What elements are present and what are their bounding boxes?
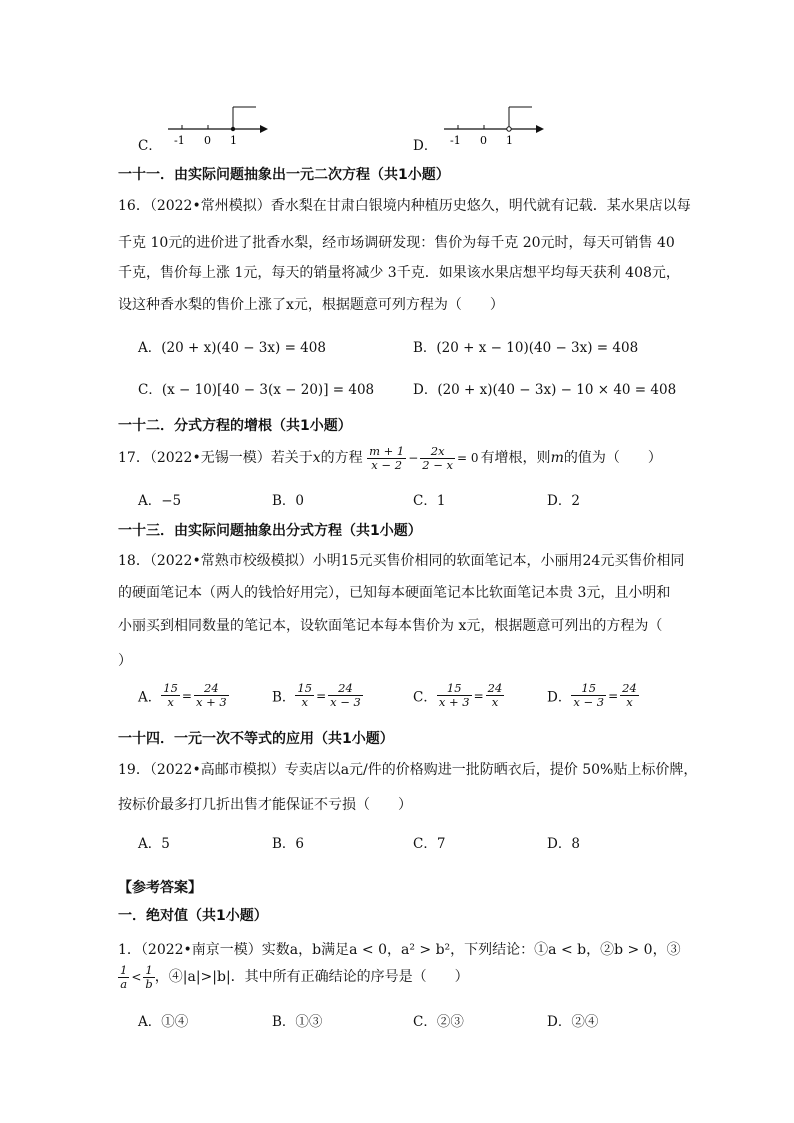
answers-heading: 【参考答案】 <box>118 880 202 896</box>
number-line-d <box>436 100 551 150</box>
tick-label: 1 <box>230 134 237 147</box>
option-d: D．(20 + x)(40 − 3x) − 10 × 40 = 408 <box>413 382 677 398</box>
option-b: B． $\frac{15}{x}$ = $\frac{24}{x - 3}$ <box>272 681 361 709</box>
option-c: C．②③ <box>413 1014 464 1030</box>
option-a: A．①④ <box>138 1014 189 1030</box>
question-text: 18．（2022•常熟市校级模拟）小明15元买售价相同的软面笔记本，小丽用24元买售价相同 <box>118 553 685 569</box>
question-text: ） <box>118 653 132 669</box>
option-a: A．5 <box>138 836 170 852</box>
minus-sign: − <box>408 451 419 465</box>
fraction: $\frac{1}{a}$ <box>120 962 128 991</box>
option-a: A．(20 + x)(40 − 3x) = 408 <box>138 340 326 356</box>
option-c-label: C． <box>138 138 162 154</box>
option-d: D．2 <box>547 493 580 509</box>
variable: x <box>312 450 321 466</box>
question-text: 19．（2022•高邮市模拟）专卖店以a元/件的价格购进一批防晒衣后，提价 50%贴上标价牌， <box>118 762 698 778</box>
question-text: 的硬面笔记本（两人的钱恰好用完），已知每本硬面笔记本比软面笔记本贵 3元，且小明和 <box>118 585 671 601</box>
option-b: B．0 <box>272 493 305 509</box>
tick-label: 1 <box>506 134 513 147</box>
question-17 <box>118 443 662 473</box>
question-text: 的方程 <box>320 450 363 466</box>
question-1-line2 <box>118 962 469 992</box>
option-a: A．−5 <box>138 493 182 509</box>
question-text: 小丽买到相同数量的笔记本，设软面笔记本每本售价为 x元，根据题意可列出的方程为（ <box>118 618 663 634</box>
less-than-sign: < <box>131 970 142 984</box>
option-c: C．7 <box>413 836 446 852</box>
question-text: 设这种香水梨的售价上涨了x元，根据题意可列方程为（ ） <box>118 297 504 313</box>
section-heading: 一十四．一元一次不等式的应用（共1小题） <box>118 731 394 747</box>
section-heading: 一十二．分式方程的增根（共1小题） <box>118 418 352 434</box>
question-text: 16．（2022•常州模拟）香水梨在甘肃白银境内种植历史悠久，明代就有记载．某水果店以每 <box>118 198 691 214</box>
option-d: D．②④ <box>547 1014 599 1030</box>
question-text: 的值为（ ） <box>563 450 662 466</box>
option-d: D． $\frac{15}{x - 3}$ = $\frac{24}{x}$ <box>547 681 637 709</box>
section-heading: 一十一．由实际问题抽象出一元二次方程（共1小题） <box>118 167 450 183</box>
fraction: $\frac{2x}{2 - x}$ <box>422 443 454 472</box>
fraction: $\frac{1}{b}$ <box>145 962 153 991</box>
question-text: 17．（2022•无锡一模）若关于 <box>118 450 313 466</box>
option-c: C． $\frac{15}{x + 3}$ = $\frac{24}{x}$ <box>413 681 503 709</box>
tick-label: 0 <box>204 134 211 147</box>
option-b: B．6 <box>272 836 305 852</box>
tick-label: -1 <box>450 134 461 147</box>
fraction: $\frac{m + 1}{x - 2}$ <box>369 443 405 472</box>
section-heading: 一．绝对值（共1小题） <box>118 908 268 924</box>
number-line-c <box>160 100 275 150</box>
option-d-label: D． <box>413 138 438 154</box>
question-text: 千克 10元的进价进了批香水梨，经市场调研发现：售价为每千克 20元时，每天可销售 40 <box>118 235 675 251</box>
option-a: A． $\frac{15}{x}$ = $\frac{24}{x + 3}$ <box>138 681 227 709</box>
question-text: 有增根，则 <box>480 450 551 466</box>
option-c: C．(x − 10)[40 − 3(x − 20)] = 408 <box>138 382 375 398</box>
question-text: ，④|a|>|b|．其中所有正确结论的序号是（ ） <box>154 969 469 985</box>
tick-label: -1 <box>174 134 185 147</box>
option-b: B．(20 + x − 10)(40 − 3x) = 408 <box>413 340 639 356</box>
question-text: 按标价最多打几折出售才能保证不亏损（ ） <box>118 797 412 813</box>
option-d: D．8 <box>547 836 580 852</box>
equals-zero: = 0 <box>457 451 479 465</box>
option-c: C．1 <box>413 493 446 509</box>
option-b: B．①③ <box>272 1014 323 1030</box>
question-text: 千克，售价每上涨 1元，每天的销量将减少 3千克．如果该水果店想平均每天获利 408元， <box>118 265 680 281</box>
section-heading: 一十三．由实际问题抽象出分式方程（共1小题） <box>118 523 422 539</box>
question-text: 1．（2022•南京一模）实数a，b满足a < 0，a² > b²，下列结论：①a < b，②b > 0，③ <box>118 942 681 958</box>
variable: m <box>550 450 564 466</box>
tick-label: 0 <box>480 134 487 147</box>
